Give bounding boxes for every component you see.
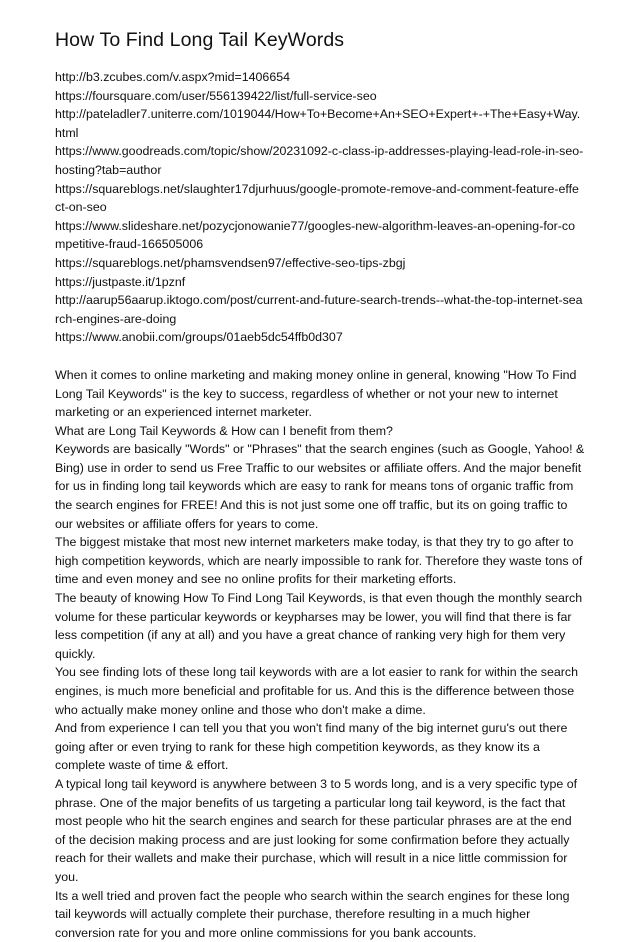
link-item[interactable]: http://pateladler7.uniterre.com/1019044/How+To+Become+An+SEO+Expert+-+The+Easy+Way.html	[55, 107, 581, 140]
body-paragraph: You see finding lots of these long tail keywords with are a lot easier to rank for within the search engines, is much more beneficial and profitable for us. And this is the difference between those who actually make money online and those who don't make a dime.	[55, 665, 578, 717]
link-list	[55, 68, 585, 347]
body-paragraph: When it comes to online marketing and making money online in general, knowing "How To Find Long Tail Keywords" is the key to success, regardless of whether or not your new to internet marketing or an experienced internet marketer.	[55, 367, 577, 420]
document-page	[55, 28, 585, 942]
link-item[interactable]: https://squareblogs.net/slaughter17djurhuus/google-promote-remove-and-comment-feature-effect-on-seo	[55, 181, 579, 215]
link-item[interactable]: https://www.anobii.com/groups/01aeb5dc54ffb0d307	[55, 330, 343, 345]
link-item[interactable]: https://foursquare.com/user/556139422/list/full-service-seo	[55, 88, 377, 103]
body-paragraph: The biggest mistake that most new internet marketers make today, is that they try to go after to high competition keywords, which are nearly impossible to rank for. Therefore they waste tons of time and even money and see no online profits for their marketing efforts.	[55, 535, 583, 587]
link-item[interactable]: http://aarup56aarup.iktogo.com/post/current-and-future-search-trends--what-the-top-internet-search-engines-are-doing	[55, 293, 583, 326]
body-paragraph: A typical long tail keyword is anywhere between 3 to 5 words long, and is a very specific type of phrase. One of the major benefits of us targeting a particular long tail keyword, is the fact that most people who hit the search engines and search for these particular phrases are at the end of the decision making process and are just looking for some confirmation before they actually reach for their wallets and make their purchase, which will result in a nice little commission for you.	[55, 776, 578, 884]
body-paragraph: Its a well tried and proven fact the people who search within the search engines for these long tail keywords will actually complete their purchase, therefore resulting in a much higher conversion rate for you and more online commissions for you bank accounts.	[55, 888, 570, 940]
link-item[interactable]: https://www.goodreads.com/topic/show/20231092-c-class-ip-addresses-playing-lead-role-in-seo-hosting?tab=author	[55, 144, 584, 177]
link-item[interactable]: http://b3.zcubes.com/v.aspx?mid=1406654	[55, 70, 290, 84]
document-title: How To Find Long Tail KeyWords	[55, 29, 345, 51]
body-paragraph: And from experience I can tell you that you won't find many of the big internet guru's out there going after or even trying to rank for these high competition keywords, as they know its a complete waste of time & effort.	[55, 721, 568, 773]
body-paragraph: Keywords are basically "Words" or "Phrases" that the search engines (such as Google, Yahoo! & Bing) use in order to send us Free Traffic to our websites or affiliate offers. And the major benefit for us in finding long tail keywords which are easy to rank for means tons of organic traffic from the search engines for FREE! And this is not just some one off traffic, but its on going traffic to our websites or affiliate offers for years to come.	[55, 442, 585, 531]
body-paragraph: The beauty of knowing How To Find Long Tail Keywords, is that even though the monthly search volume for these particular keywords or keypharses may be lower, you will find that there is far less competition (if any at all) and you have a great chance of ranking very high for them very quickly.	[55, 591, 583, 661]
link-item[interactable]: https://squareblogs.net/phamsvendsen97/effective-seo-tips-zbgj	[55, 255, 406, 270]
link-item[interactable]: https://justpaste.it/1pznf	[55, 274, 186, 289]
section-heading: What are Long Tail Keywords & How can I benefit from them?	[55, 423, 393, 438]
link-item[interactable]: https://www.slideshare.net/pozycjonowanie77/googles-new-algorithm-leaves-an-opening-for-competitive-fraud-166505006	[55, 218, 575, 252]
article-body	[55, 366, 585, 942]
